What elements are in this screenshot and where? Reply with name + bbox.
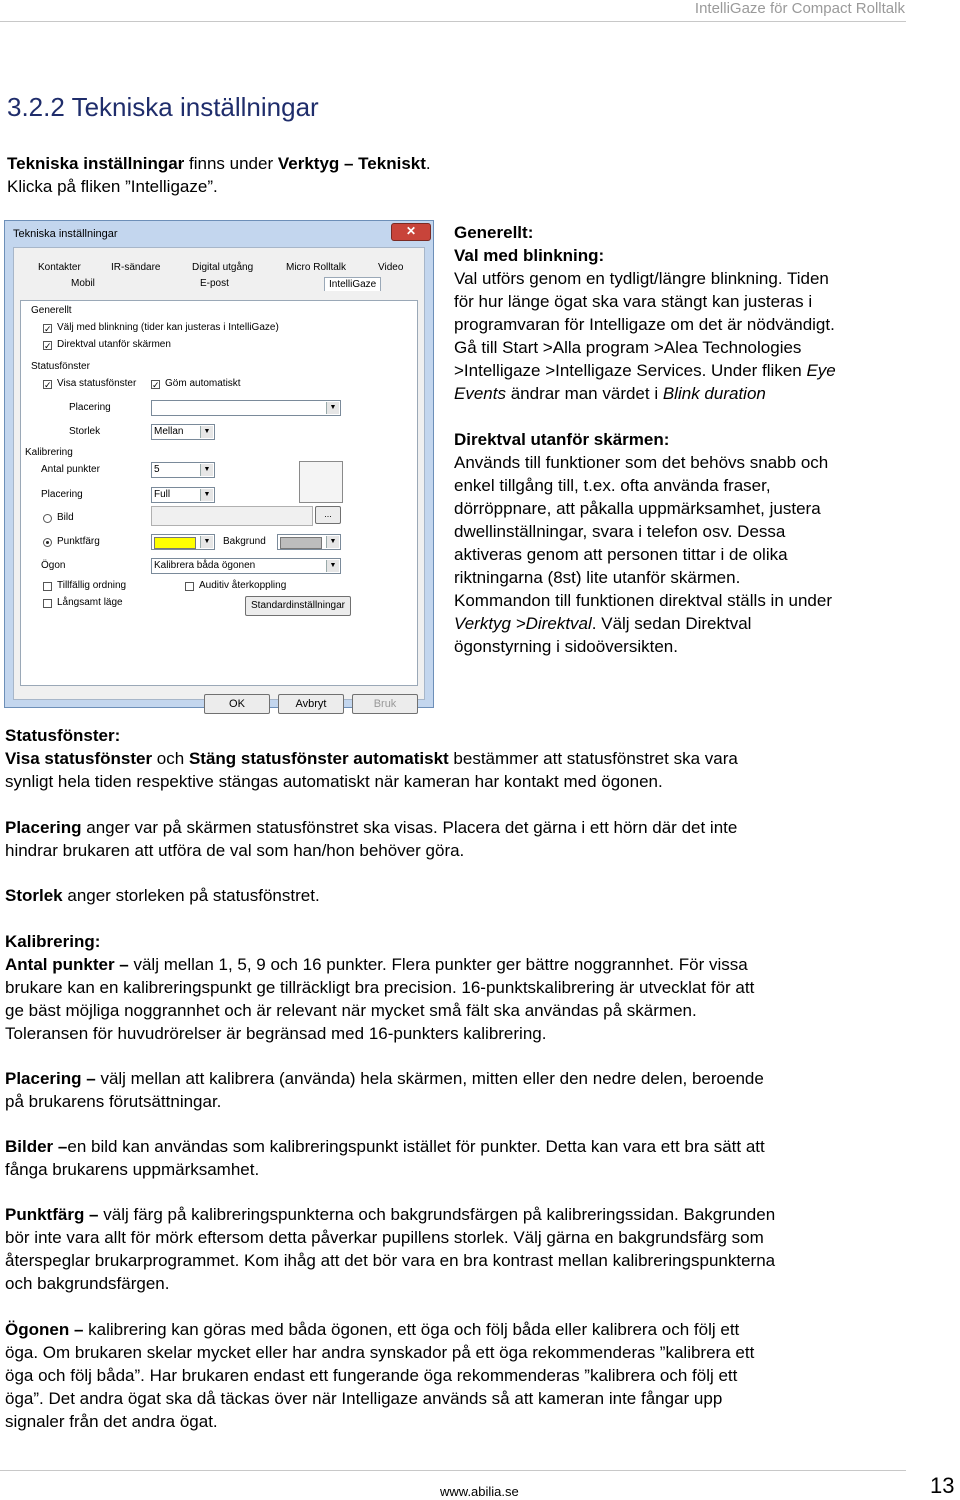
gom-checkbox[interactable]: ✓ xyxy=(152,380,160,390)
page-number: 13 xyxy=(930,1473,955,1498)
placering-select[interactable] xyxy=(151,400,341,416)
pf-line-4: och bakgrundsfärgen. xyxy=(5,1274,170,1293)
status-b2: Stäng statusfönster automatiskt xyxy=(188,749,449,768)
right-text-3: programvaran för Intelligaze om det är nödvändigt. xyxy=(454,315,835,334)
punktfarg-radio[interactable] xyxy=(43,538,52,547)
tab-video[interactable]: Video xyxy=(378,262,404,273)
right-heading-generellt: Generellt: xyxy=(454,223,534,242)
og-line-1 xyxy=(5,1318,739,1341)
tab-e-post[interactable]: E-post xyxy=(200,278,229,289)
status-line-1 xyxy=(5,747,738,770)
status-t2: bestämmer att statusfönstret ska vara xyxy=(448,749,738,768)
tab-micro-rolltalk[interactable]: Micro Rolltalk xyxy=(286,262,347,273)
tillfallig-checkbox[interactable] xyxy=(43,582,52,591)
tillfallig-label: Tillfällig ordning xyxy=(57,580,127,591)
dialog-title: Tekniska inställningar xyxy=(13,228,118,240)
placering-line-1 xyxy=(5,816,737,839)
storlek-label: Storlek xyxy=(69,426,101,437)
storlek-line xyxy=(5,884,320,907)
ogon-select[interactable] xyxy=(151,558,341,574)
punktfarg-label: Punktfärg xyxy=(57,536,100,547)
pf-t: välj färg på kalibreringspunkterna och bakgrundsfärgen på kalibreringssidan. Bakgrunden xyxy=(98,1205,776,1224)
right-text-5 xyxy=(454,359,836,382)
close-button[interactable]: ✕ xyxy=(391,223,431,241)
og-line-5: signaler från det andra ögat. xyxy=(5,1412,218,1431)
chevron-down-icon: ▼ xyxy=(200,426,213,438)
group-generellt: Generellt xyxy=(31,305,72,316)
status-line-2: synligt hela tiden respektive stängas automatiskt när kameran har kontakt med ögonen. xyxy=(5,772,663,791)
intro-line-1 xyxy=(7,152,431,175)
right-m-1: Används till funktioner som det behövs snabb och xyxy=(454,453,829,472)
browse-button[interactable]: ... xyxy=(315,506,341,524)
right-heading-direktval: Direktval utanför skärmen: xyxy=(454,430,670,449)
settings-dialog xyxy=(4,220,434,708)
blink-checkbox[interactable]: ✓ xyxy=(44,324,52,334)
antal-label: Antal punkter xyxy=(41,464,100,475)
placering-b: Placering xyxy=(5,818,82,837)
blink-label: Välj med blinkning (tider kan justeras i IntelliGaze) xyxy=(57,322,279,333)
right-text-6a: Events xyxy=(454,384,506,403)
direktval-checkbox[interactable]: ✓ xyxy=(44,341,52,351)
bild-label: Bild xyxy=(57,512,74,523)
intro-line-2: Klicka på fliken ”Intelligaze”. xyxy=(7,177,218,196)
tab-intelligaze[interactable]: IntelliGaze xyxy=(324,277,381,291)
gom-label: Göm automatiskt xyxy=(165,378,241,389)
antal-t: välj mellan 1, 5, 9 och 16 punkter. Flera punkter ger bättre noggrannhet. För vissa xyxy=(128,955,748,974)
section-heading: 3.2.2 Tekniska inställningar xyxy=(7,92,319,122)
placering2-label: Placering xyxy=(41,489,83,500)
visa-label: Visa statusfönster xyxy=(57,378,137,389)
antal-line-4: Toleransen för huvudrörelser är begränsad med 16-punkters kalibrering. xyxy=(5,1024,547,1043)
storlek-value: Mellan xyxy=(154,426,184,437)
bild-path-field[interactable] xyxy=(151,506,313,526)
background-color-swatch xyxy=(280,537,322,549)
tab-mobil[interactable]: Mobil xyxy=(71,278,95,289)
right-text-6 xyxy=(454,382,766,405)
antal-value: 5 xyxy=(154,464,160,475)
image-preview xyxy=(299,461,343,503)
right-text-6c: Blink duration xyxy=(662,384,766,403)
intro-text-2: . xyxy=(425,154,431,173)
right-m-7: Kommandon till funktionen direktval ställs in under xyxy=(454,591,832,610)
antal-line-2: brukare kan en kalibreringspunkt ge tillräckligt bra precision. 16-punktskalibrering är utvecklat för att xyxy=(5,978,755,997)
tab-kontakter[interactable]: Kontakter xyxy=(38,262,81,273)
placering-label: Placering xyxy=(69,402,111,413)
right-m-8a: Verktyg >Direktval xyxy=(454,614,592,633)
punktfarg-select[interactable] xyxy=(151,534,215,550)
chevron-down-icon: ▼ xyxy=(326,402,339,414)
right-m-5: aktiveras genom att personen tittar i de olika xyxy=(454,545,788,564)
chevron-down-icon: ▼ xyxy=(200,489,213,501)
right-text-4: Gå till Start >Alla program >Alea Technologies xyxy=(454,338,802,357)
chevron-down-icon: ▼ xyxy=(200,464,213,476)
storlek-t: anger storleken på statusfönstret. xyxy=(62,886,320,905)
cancel-button[interactable]: Avbryt xyxy=(278,694,344,714)
og-line-3: öga och följ båda”. Har brukaren endast ett fungerande öga rekommenderas ”kalibrera och följ ett xyxy=(5,1366,738,1385)
pk-line-2: på brukarens förutsättningar. xyxy=(5,1092,222,1111)
bilder-b: Bilder – xyxy=(5,1137,68,1156)
antal-line-3: ge bäst möjliga noggrannhet och är relevant när mycket små fält ska användas på skärmen. xyxy=(5,1001,697,1020)
right-m-8b: . Välj sedan Direktval xyxy=(591,614,752,633)
right-m-8 xyxy=(454,612,751,635)
right-m-9: ögonstyrning i sidoöversikten. xyxy=(454,637,678,656)
kalibrering-heading: Kalibrering: xyxy=(5,932,101,951)
footer-rule xyxy=(0,1470,906,1471)
intelligaze-panel xyxy=(20,300,418,686)
langsamt-label: Långsamt läge xyxy=(57,597,123,608)
pk-line-1 xyxy=(5,1067,764,1090)
pf-line-3: återspeglar brukarprogrammet. Kom ihåg att det bör vara en bra kontrast mellan kalibreringspunkterna xyxy=(5,1251,776,1270)
og-line-2: öga. Om brukaren skelar mycket eller har andra synskador på ett öga rekommenderas ”kalibrera ett xyxy=(5,1343,755,1362)
chevron-down-icon: ▼ xyxy=(326,560,339,572)
ok-button[interactable]: OK xyxy=(204,694,270,714)
auditiv-label: Auditiv återkoppling xyxy=(199,580,287,591)
og-t: kalibrering kan göras med båda ögonen, ett öga och följ båda eller kalibrera och följ ett xyxy=(83,1320,740,1339)
ogon-value: Kalibrera båda ögonen xyxy=(154,560,256,571)
placering-t: anger var på skärmen statusfönstret ska visas. Placera det gärna i ett hörn där det inte xyxy=(81,818,738,837)
intro-bold-2: Verktyg – Tekniskt xyxy=(277,154,426,173)
bilder-line-1 xyxy=(5,1135,765,1158)
og-line-4: öga”. Det andra ögat ska då täckas över när Intelligaze används så att kameran inte fångar upp xyxy=(5,1389,723,1408)
apply-button[interactable]: Bruk xyxy=(352,694,418,714)
right-heading-blink: Val med blinkning: xyxy=(454,246,605,265)
status-b1: Visa statusfönster xyxy=(5,749,153,768)
langsamt-checkbox[interactable] xyxy=(43,599,52,608)
bilder-t: en bild kan användas som kalibreringspunkt istället för punkter. Detta kan vara ett bra sätt att xyxy=(67,1137,765,1156)
antal-line-1 xyxy=(5,953,748,976)
intro-text-1: finns under xyxy=(184,154,278,173)
antal-select[interactable] xyxy=(151,462,215,478)
pk-b: Placering – xyxy=(5,1069,96,1088)
pf-b: Punktfärg – xyxy=(5,1205,99,1224)
standard-button[interactable]: Standardinställningar xyxy=(245,596,351,616)
point-color-swatch xyxy=(154,537,196,549)
running-header: IntelliGaze för Compact Rolltalk xyxy=(694,0,905,17)
right-text-1: Val utförs genom en tydligt/längre blinkning. Tiden xyxy=(454,269,829,288)
direktval-label: Direktval utanför skärmen xyxy=(57,339,171,350)
og-b: Ögonen – xyxy=(5,1320,84,1339)
right-m-3: dörröppnare, att påkalla uppmärksamhet, justera xyxy=(454,499,821,518)
chevron-down-icon: ▼ xyxy=(200,536,213,548)
right-text-5b: Eye xyxy=(806,361,836,380)
storlek-select[interactable] xyxy=(151,424,215,440)
intro-bold-1: Tekniska inställningar xyxy=(7,154,185,173)
status-t1: och xyxy=(152,749,189,768)
bild-radio[interactable] xyxy=(43,514,52,523)
tab-digital-utgang[interactable]: Digital utgång xyxy=(192,262,254,273)
dialog-body xyxy=(13,247,425,710)
header-rule xyxy=(0,21,906,22)
pf-line-2: bör inte vara allt för mörk eftersom detta påverkar pupillens storlek. Välj gärna en bakgrundsfärg som xyxy=(5,1228,764,1247)
placering2-value: Full xyxy=(154,489,171,500)
visa-checkbox[interactable]: ✓ xyxy=(44,380,52,390)
storlek-b: Storlek xyxy=(5,886,63,905)
footer-url[interactable]: www.abilia.se xyxy=(440,1484,519,1499)
group-statusfonster: Statusfönster xyxy=(31,361,90,372)
right-text-2: för hur länge ögat ska vara stängt kan justeras i xyxy=(454,292,813,311)
placering2-select[interactable] xyxy=(151,487,215,503)
placering-line-2: hindrar brukaren att utföra de val som han/hon behöver göra. xyxy=(5,841,465,860)
right-m-2: enkel tillgång till, t.ex. ofta använda fraser, xyxy=(454,476,771,495)
antal-b: Antal punkter – xyxy=(5,955,129,974)
right-text-6b: ändrar man värdet i xyxy=(505,384,663,403)
pf-line-1 xyxy=(5,1203,775,1226)
ogon-label: Ögon xyxy=(41,560,66,571)
bilder-line-2: fånga brukarens uppmärksamhet. xyxy=(5,1160,260,1179)
right-text-5a: >Intelligaze >Intelligaze Services. Under fliken xyxy=(454,361,807,380)
right-m-6: riktningarna (8st) lite utanför skärmen. xyxy=(454,568,741,587)
status-heading: Statusfönster: xyxy=(5,726,121,745)
right-m-4: dwellinställningar, svara i telefon osv. Dessa xyxy=(454,522,786,541)
chevron-down-icon: ▼ xyxy=(326,536,339,548)
tab-ir-sandare[interactable]: IR-sändare xyxy=(111,262,161,273)
pk-t: välj mellan att kalibrera (använda) hela skärmen, mitten eller den nedre delen, beroende xyxy=(95,1069,764,1088)
bakgrund-select[interactable] xyxy=(277,534,341,550)
bakgrund-label: Bakgrund xyxy=(223,536,266,547)
auditiv-checkbox[interactable] xyxy=(185,582,194,591)
group-kalibrering: Kalibrering xyxy=(25,447,73,458)
